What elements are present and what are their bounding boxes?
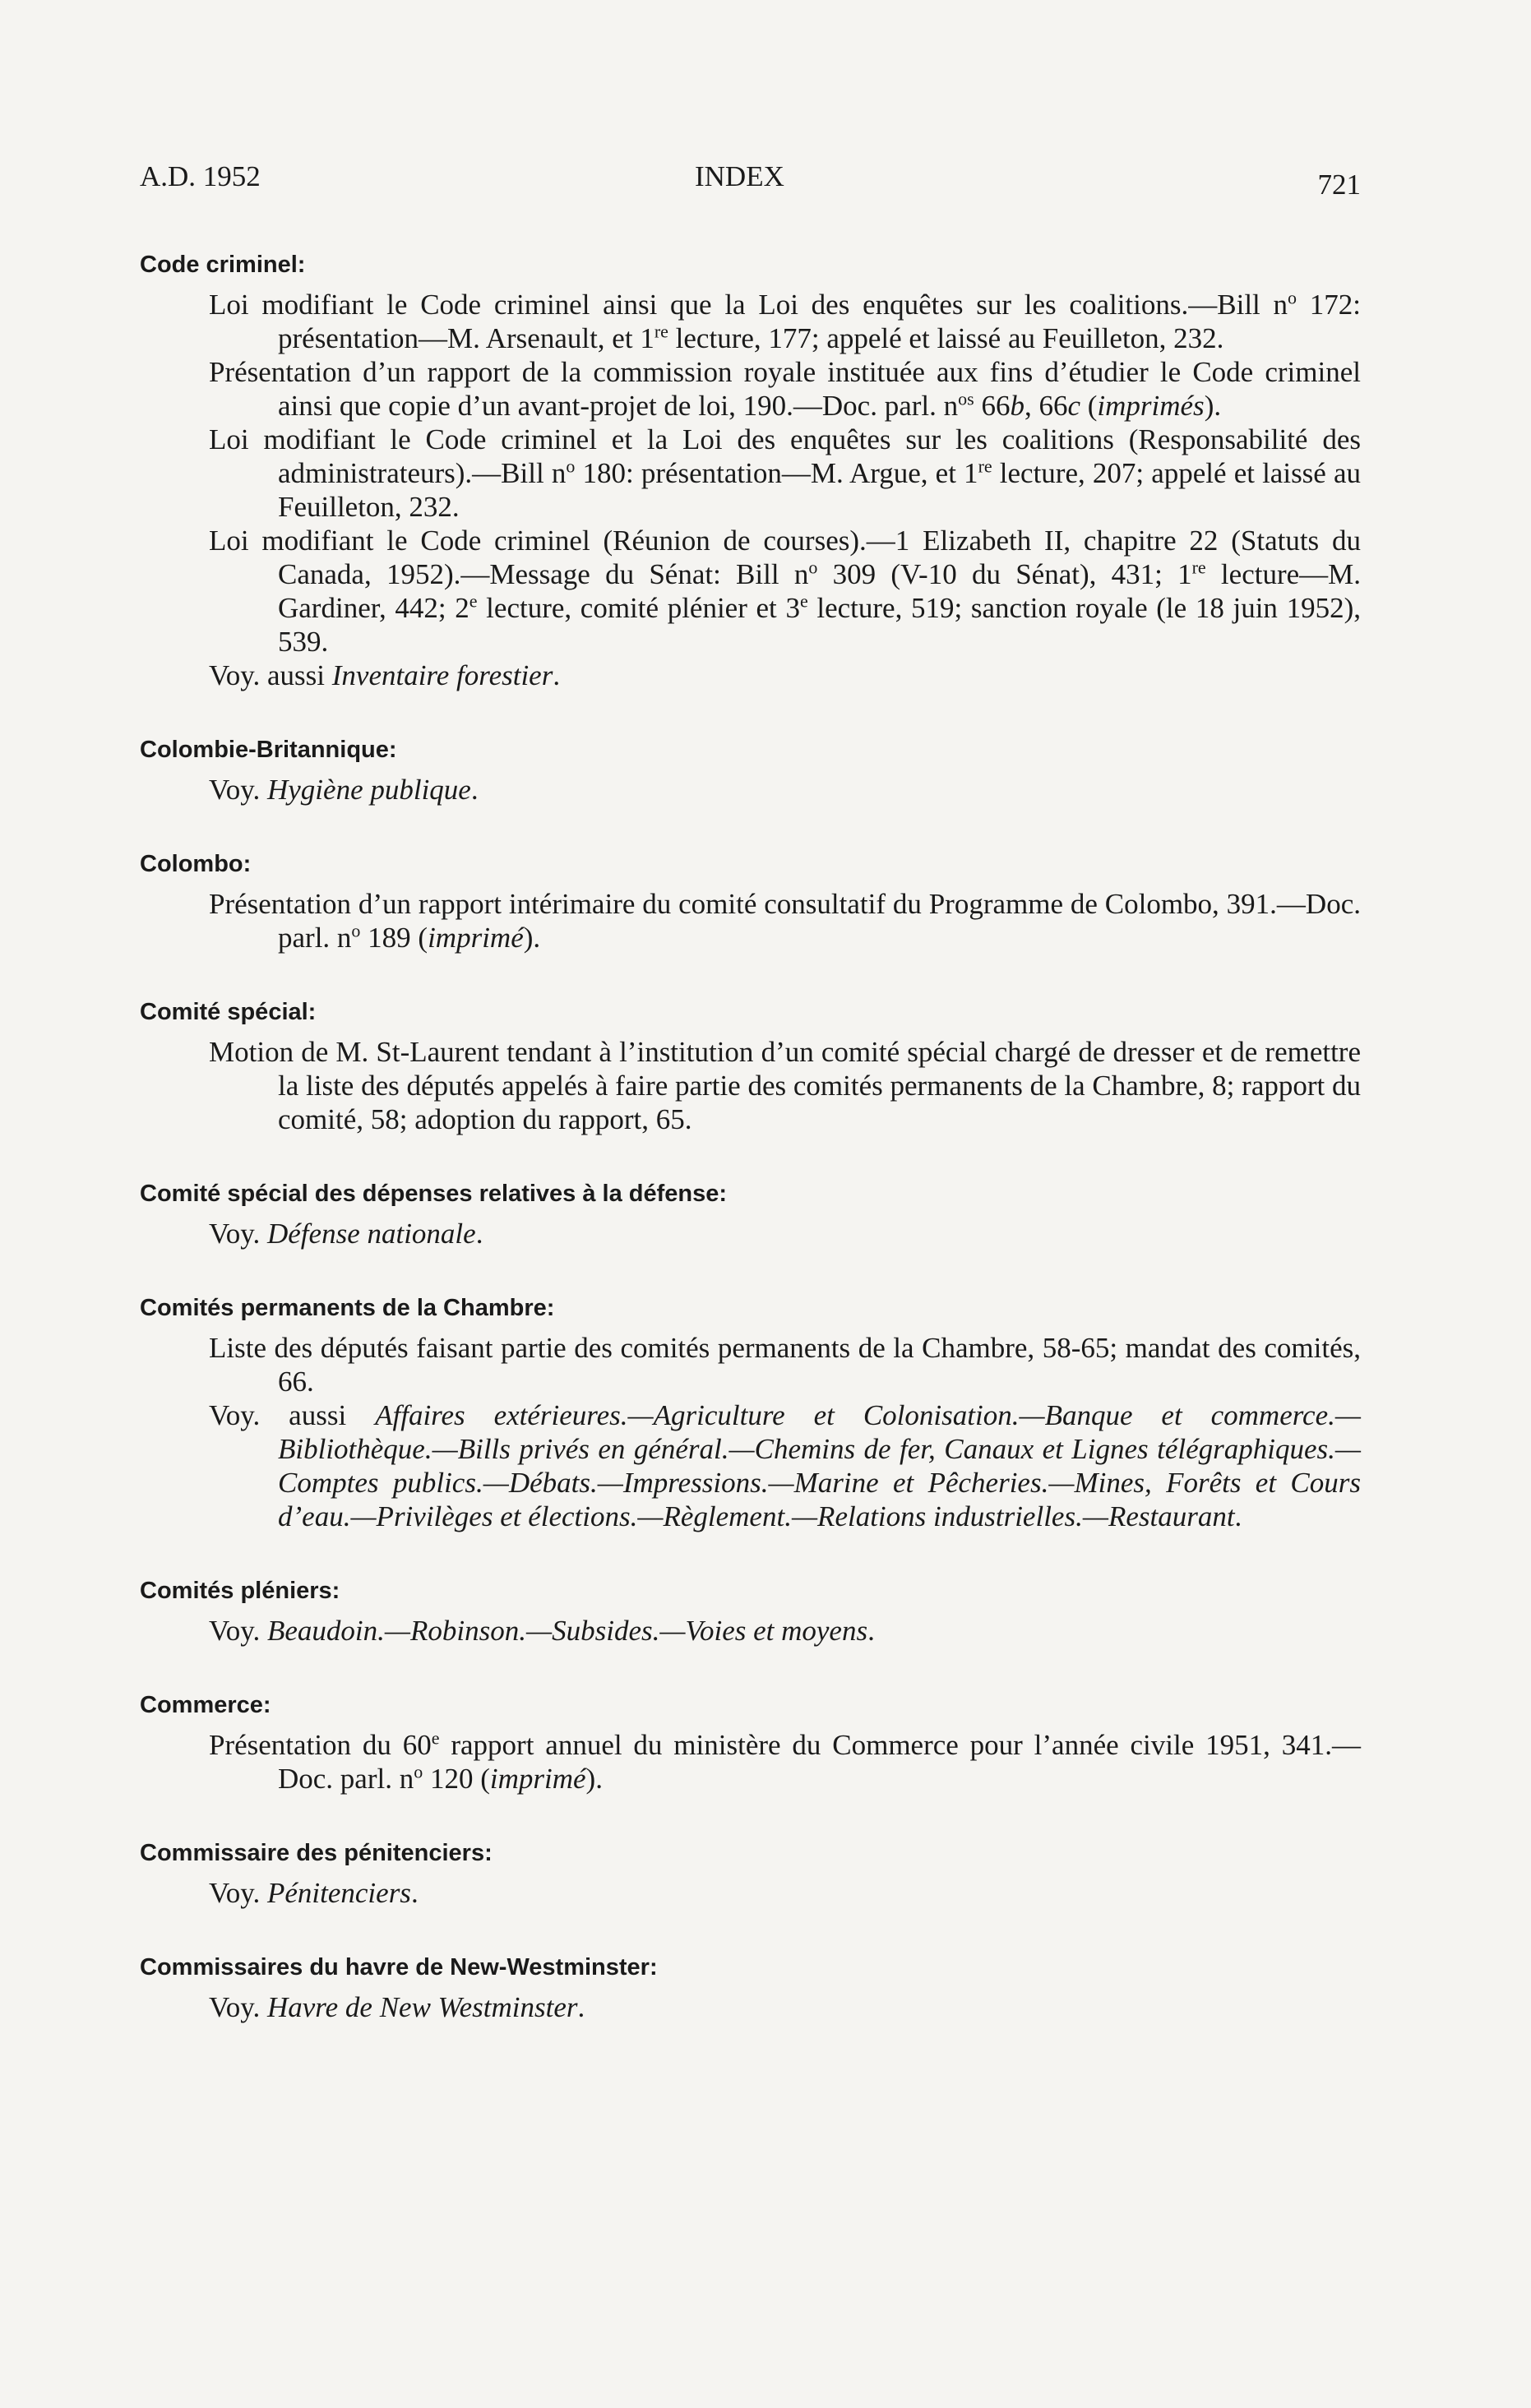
superscript-text: o — [566, 455, 576, 477]
index-section — [140, 1835, 1361, 1910]
index-section — [140, 247, 1361, 692]
section-heading: Commissaires du havre de New-Westminster: — [140, 1954, 658, 1980]
italic-text: imprimé — [489, 1763, 586, 1795]
index-section — [140, 732, 1361, 807]
entry-text: . — [577, 1991, 585, 2023]
entry-text: Présentation d’un rapport de la commission royale instituée aux fins d’étudier le Code criminel ainsi que copie d’un avant-projet de loi, 190.—Doc. parl. n — [209, 356, 1361, 422]
entry-text: Voy. — [209, 1991, 267, 2023]
index-entry — [140, 659, 1361, 692]
section-heading: Colombie-Britannique: — [140, 737, 397, 763]
superscript-text: e — [799, 590, 808, 612]
entry-text: lecture, comité plénier et 3 — [477, 592, 800, 624]
section-heading: Commissaire des pénitenciers: — [140, 1840, 493, 1866]
index-entry — [140, 288, 1361, 355]
superscript-text: re — [978, 455, 992, 477]
entry-text: Voy. aussi — [209, 1399, 376, 1431]
entry-text: 189 ( — [360, 922, 428, 954]
superscript-text: o — [808, 557, 818, 578]
section-heading: Comités pléniers: — [140, 1578, 340, 1604]
italic-text: c — [1067, 390, 1080, 422]
italic-text: imprimés — [1097, 390, 1205, 422]
section-heading: Comité spécial: — [140, 999, 317, 1025]
index-section — [140, 994, 1361, 1136]
index-entry — [140, 524, 1361, 659]
superscript-text: o — [1288, 287, 1297, 308]
superscript-text: o — [414, 1761, 423, 1782]
index-entry — [140, 1728, 1361, 1796]
superscript-text: os — [958, 388, 974, 409]
entry-text: Loi modifiant le Code criminel ainsi que la Loi des enquêtes sur les coalitions.—Bill n — [209, 289, 1288, 321]
entry-text: ( — [1080, 390, 1098, 422]
entry-text: Voy. aussi — [209, 659, 332, 691]
index-section — [140, 1290, 1361, 1533]
entry-text: Motion de M. St-Laurent tendant à l’institution d’un comité spécial chargé de dresser et de remettre la liste des députés appelés à faire partie des comités permanents de la Chambre, 8; rapport du comité, 58; adoption du rapport, 65. — [209, 1036, 1361, 1135]
italic-text: Hygiène publique — [267, 774, 471, 806]
index-entry — [140, 1398, 1361, 1533]
entry-text: 180: présentation—M. Argue, et 1 — [575, 457, 978, 489]
index-entry — [140, 1217, 1361, 1250]
superscript-text: re — [1191, 557, 1206, 578]
index-entry — [140, 1331, 1361, 1398]
entry-text: Voy. — [209, 1877, 267, 1909]
entry-text: Voy. — [209, 1615, 267, 1647]
superscript-text: o — [351, 920, 361, 941]
italic-text: Inventaire forestier — [331, 659, 553, 691]
index-entry — [140, 1876, 1361, 1910]
header-year: A.D. 1952 — [140, 160, 261, 192]
index-content — [140, 247, 1361, 2064]
entry-text: , 66 — [1024, 390, 1068, 422]
section-heading: Colombo: — [140, 851, 252, 877]
entry-text: . — [470, 774, 479, 806]
index-section — [140, 1687, 1361, 1796]
entry-text: Voy. — [209, 1218, 267, 1250]
superscript-text: e — [469, 590, 478, 612]
entry-text: lecture, 207; appelé et laissé au Feuilleton, 232. — [278, 457, 1362, 523]
entry-text: ). — [1204, 390, 1222, 422]
section-heading: Comité spécial des dépenses relatives à la défense: — [140, 1181, 728, 1207]
page-number: 721 — [1317, 169, 1361, 201]
entry-text: 309 (V-10 du Sénat), 431; 1 — [817, 558, 1192, 590]
entry-text: 172: présentation—M. Arsenault, et 1 — [278, 289, 1362, 354]
italic-text: Beaudoin.—Robinson.—Subsides.—Voies et moyens — [267, 1615, 868, 1647]
superscript-text: re — [654, 321, 668, 342]
index-entry — [140, 1614, 1361, 1648]
entry-text: 66 — [974, 390, 1011, 422]
index-section — [140, 846, 1361, 954]
index-entry — [140, 423, 1361, 524]
italic-text: Affaires extérieures.—Agriculture et Colonisation.—Banque et commerce.—Bibliothèque.—Bills privés en général.—Chemins de fer, Canaux et Lignes télégraphiques.—Comptes publics.—Débats.—Impressions.—Marine et Pêcheries.—Mines, Forêts et Cours d’eau.—Privilèges et élections.—Règlement.—Relations industrielles.—Restaurant — [278, 1399, 1361, 1532]
italic-text: b — [1010, 390, 1025, 422]
section-heading: Commerce: — [140, 1692, 271, 1718]
italic-text: Havre de New Westminster — [267, 1991, 578, 2023]
italic-text: imprimé — [428, 922, 524, 954]
entry-text: Loi modifiant le Code criminel et la Loi des enquêtes sur les coalitions (Responsabilité des administrateurs).—Bill n — [209, 423, 1361, 489]
entry-text: . — [553, 659, 561, 691]
italic-text: Défense nationale — [267, 1218, 476, 1250]
entry-text: Loi modifiant le Code criminel (Réunion de courses).—1 Elizabeth II, chapitre 22 (Statuts du Canada, 1952).—Message du Sénat: Bill n — [209, 525, 1361, 590]
index-entry — [140, 1035, 1361, 1136]
entry-text: Présentation du 60 — [209, 1729, 432, 1761]
entry-text: lecture—M. Gardiner, 442; 2 — [278, 558, 1362, 624]
index-section — [140, 1573, 1361, 1648]
entry-text: ). — [585, 1763, 603, 1795]
header-title: INDEX — [695, 160, 784, 192]
entry-text: lecture, 519; sanction royale (le 18 juin 1952), 539. — [278, 592, 1361, 658]
section-heading: Code criminel: — [140, 252, 306, 278]
entry-text: lecture, 177; appelé et laissé au Feuilleton, 232. — [668, 322, 1224, 354]
italic-text: Pénitenciers — [267, 1877, 411, 1909]
entry-text: . — [1234, 1500, 1242, 1532]
entry-text: . — [475, 1218, 483, 1250]
superscript-text: e — [431, 1727, 440, 1749]
index-entry — [140, 887, 1361, 954]
index-section — [140, 1949, 1361, 2024]
entry-text: rapport annuel du ministère du Commerce pour l’année civile 1951, 341.—Doc. parl. n — [278, 1729, 1361, 1795]
index-entry — [140, 1990, 1361, 2024]
index-section — [140, 1176, 1361, 1250]
entry-text: . — [867, 1615, 875, 1647]
entry-text: 120 ( — [423, 1763, 490, 1795]
entry-text: . — [410, 1877, 419, 1909]
page-header — [140, 160, 1361, 201]
entry-text: ). — [523, 922, 541, 954]
entry-text: Voy. — [209, 774, 267, 806]
entry-text: Liste des députés faisant partie des comités permanents de la Chambre, 58-65; mandat des comités, 66. — [209, 1332, 1361, 1398]
index-entry — [140, 355, 1361, 423]
entry-text: Présentation d’un rapport intérimaire du comité consultatif du Programme de Colombo, 391.—Doc. parl. n — [209, 888, 1361, 954]
index-entry — [140, 773, 1361, 807]
section-heading: Comités permanents de la Chambre: — [140, 1295, 555, 1321]
